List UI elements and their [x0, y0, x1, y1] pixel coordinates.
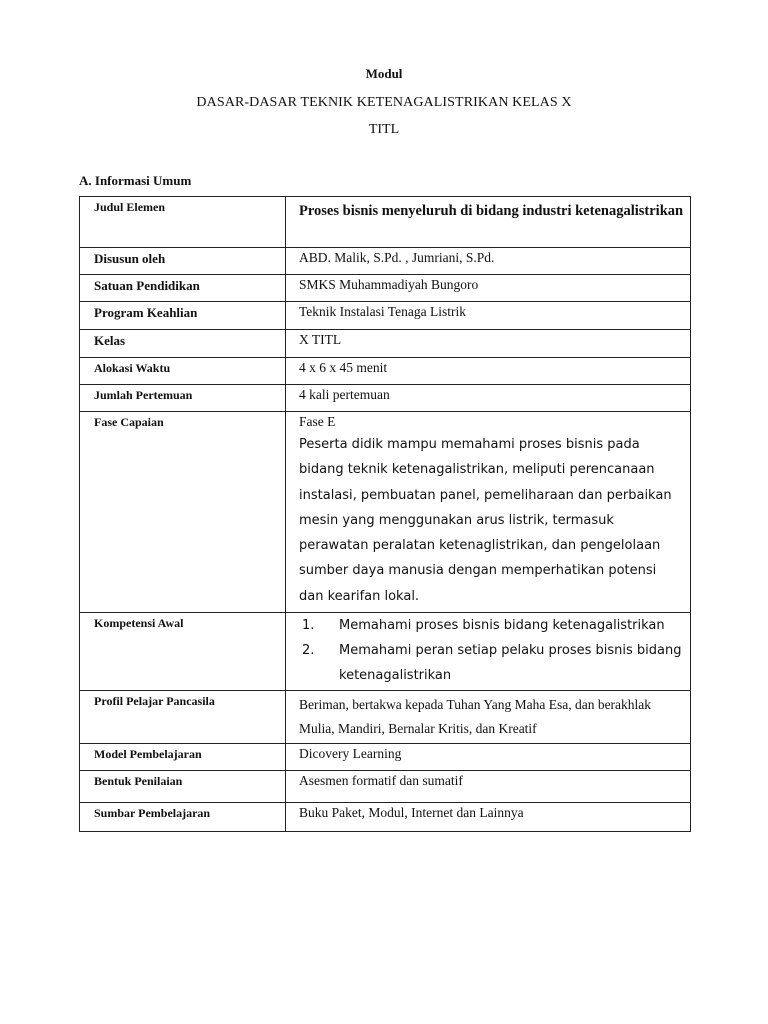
- row-label: Disusun oleh: [80, 248, 286, 275]
- list-number: 1.: [302, 618, 315, 633]
- phase-description: Peserta didik mampu memahami proses bisnis pada bidang teknik ketenagalistrikan, meliputi perencanaan instalasi, pembuatan panel, pemeliharaan dan perbaikan mesin yang menggunakan arus listrik, termasuk perawatan peralatan ketenaglistrikan, dan pengelolaan sumber daya manusia dengan memperhatikan potensi dan kearifan lokal.: [299, 437, 672, 604]
- list-text: Memahami peran setiap pelaku proses bisnis bidang ketenagalistrikan: [339, 643, 682, 683]
- row-value: Beriman, bertakwa kepada Tuhan Yang Maha Esa, dan berakhlak Mulia, Mandiri, Bernalar Kritis, dan Kreatif: [286, 691, 691, 744]
- row-label: Kompetensi Awal: [80, 613, 286, 691]
- row-label: Bentuk Penilaian: [80, 771, 286, 803]
- table-row: [80, 385, 691, 412]
- table-row: [80, 613, 691, 691]
- table-row: [80, 412, 691, 613]
- row-label: Sumbar Pembelajaran: [80, 803, 286, 832]
- table-row: [80, 744, 691, 771]
- list-item: [299, 638, 690, 688]
- row-value: SMKS Muhammadiyah Bungoro: [286, 275, 691, 302]
- row-label: Profil Pelajar Pancasila: [80, 691, 286, 744]
- row-value: Buku Paket, Modul, Internet dan Lainnya: [286, 803, 691, 832]
- table-row: [80, 275, 691, 302]
- table-row: [80, 248, 691, 275]
- table-row: [80, 197, 691, 248]
- row-value: Asesmen formatif dan sumatif: [286, 771, 691, 803]
- row-label: Alokasi Waktu: [80, 358, 286, 385]
- module-label: Modul: [365, 66, 403, 81]
- info-table: [79, 196, 691, 832]
- row-value: ABD. Malik, S.Pd. , Jumriani, S.Pd.: [286, 248, 691, 275]
- row-label: Kelas: [80, 330, 286, 358]
- table-row: [80, 330, 691, 358]
- program-code: TITL: [368, 122, 400, 137]
- row-value: [286, 412, 691, 613]
- element-title: Proses bisnis menyeluruh di bidang industri ketenagalistrikan: [299, 203, 684, 219]
- row-label: Model Pembelajaran: [80, 744, 286, 771]
- list-number: 2.: [302, 643, 315, 658]
- row-value: X TITL: [286, 330, 691, 358]
- row-value: [286, 197, 691, 248]
- row-label: Judul Elemen: [80, 197, 286, 248]
- table-row: [80, 302, 691, 330]
- list-item: [299, 613, 690, 638]
- row-value: Dicovery Learning: [286, 744, 691, 771]
- section-heading: A. Informasi Umum: [79, 173, 192, 188]
- row-label: Satuan Pendidikan: [80, 275, 286, 302]
- row-label: Fase Capaian: [80, 412, 286, 613]
- row-value: 4 kali pertemuan: [286, 385, 691, 412]
- row-label: Jumlah Pertemuan: [80, 385, 286, 412]
- table-row: [80, 803, 691, 832]
- phase-name: Fase E: [299, 414, 336, 429]
- row-label: Program Keahlian: [80, 302, 286, 330]
- row-value: 4 x 6 x 45 menit: [286, 358, 691, 385]
- row-value: [286, 613, 691, 691]
- table-row: [80, 358, 691, 385]
- document-title: DASAR-DASAR TEKNIK KETENAGALISTRIKAN KELAS X: [196, 95, 572, 110]
- table-row: [80, 771, 691, 803]
- list-text: Memahami proses bisnis bidang ketenagalistrikan: [339, 618, 665, 633]
- table-row: [80, 691, 691, 744]
- competency-list: [299, 613, 690, 688]
- row-value: Teknik Instalasi Tenaga Listrik: [286, 302, 691, 330]
